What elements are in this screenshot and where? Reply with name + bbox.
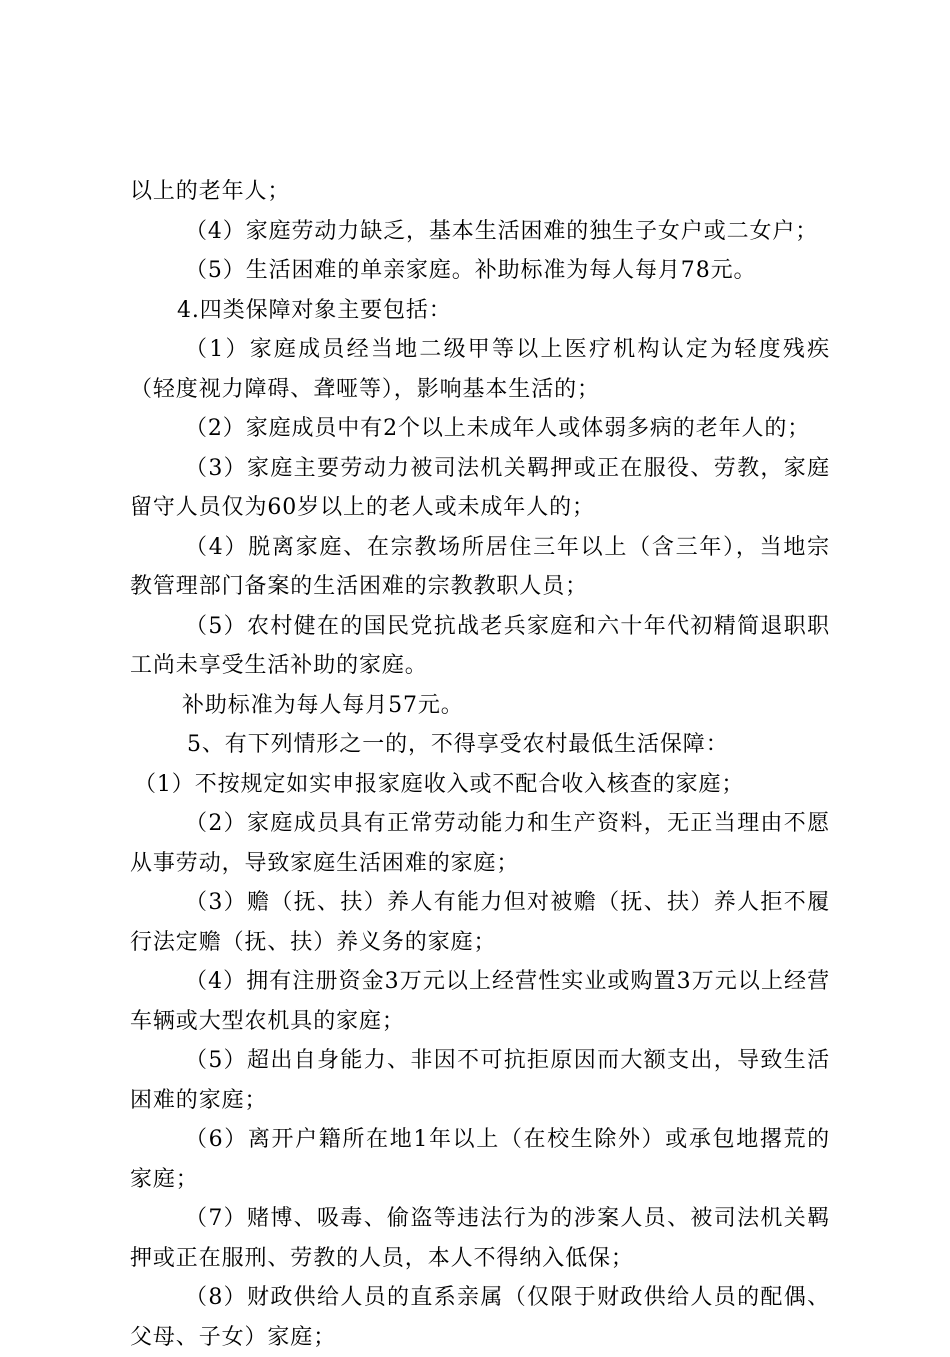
paragraph-item-5-veterans: （5）农村健在的国民党抗战老兵家庭和六十年代初精简退职职工尚未享受生活补助的家庭。 <box>130 613 830 678</box>
paragraph-exclusion-1: （1）不按规定如实申报家庭收入或不配合收入核查的家庭； <box>134 771 745 797</box>
paragraph-exclusion-2: （2）家庭成员具有正常劳动能力和生产资料，无正当理由不愿从事劳动，导致家庭生活困难的家庭； <box>130 811 830 876</box>
paragraph-continuation: 以上的老年人； <box>130 179 291 204</box>
paragraph-item-3-detained-labor: （3）家庭主要劳动力被司法机关羁押或正在服役、劳教，家庭留守人员仅为60岁以上的老人或未成年人的； <box>130 455 830 520</box>
paragraph-item-4-religious-staff: （4）脱离家庭、在宗教场所居住三年以上（含三年），当地宗教管理部门备案的生活困难的宗教教职人员； <box>130 534 830 599</box>
section-heading-exclusions: 5、有下列情形之一的，不得享受农村最低生活保障： <box>187 732 729 757</box>
paragraph-subsidy-standard: 补助标准为每人每月57元。 <box>182 692 464 718</box>
paragraph-exclusion-8: （8）财政供给人员的直系亲属（仅限于财政供给人员的配偶、父母、子女）家庭； <box>130 1285 830 1350</box>
paragraph-exclusion-3: （3）赡（抚、扶）养人有能力但对被赡（抚、扶）养人拒不履行法定赡（抚、扶）养义务的家庭； <box>130 890 830 955</box>
paragraph-item-5-single-parent: （5）生活困难的单亲家庭。补助标准为每人每月78元。 <box>185 258 757 283</box>
paragraph-item-4-single-child: （4）家庭劳动力缺乏，基本生活困难的独生子女户或二女户； <box>185 218 819 244</box>
paragraph-item-2-minors-elderly: （2）家庭成员中有2个以上未成年人或体弱多病的老年人的； <box>185 416 811 441</box>
paragraph-exclusion-7: （7）赌博、吸毒、偷盗等违法行为的涉案人员、被司法机关羁押或正在服刑、劳教的人员，本人不得纳入低保； <box>130 1206 830 1271</box>
section-heading-four-categories: 4.四类保障对象主要包括： <box>177 297 452 323</box>
paragraph-exclusion-5: （5）超出自身能力、非因不可抗拒原因而大额支出，导致生活困难的家庭； <box>130 1048 830 1113</box>
document-body <box>130 172 830 1357</box>
paragraph-exclusion-6: （6）离开户籍所在地1年以上（在校生除外）或承包地撂荒的家庭； <box>130 1127 830 1192</box>
paragraph-item-1-disability: （1）家庭成员经当地二级甲等以上医疗机构认定为轻度残疾（轻度视力障碍、聋哑等），影响基本生活的； <box>130 337 830 402</box>
paragraph-exclusion-4: （4）拥有注册资金3万元以上经营性实业或购置3万元以上经营车辆或大型农机具的家庭； <box>130 969 830 1034</box>
